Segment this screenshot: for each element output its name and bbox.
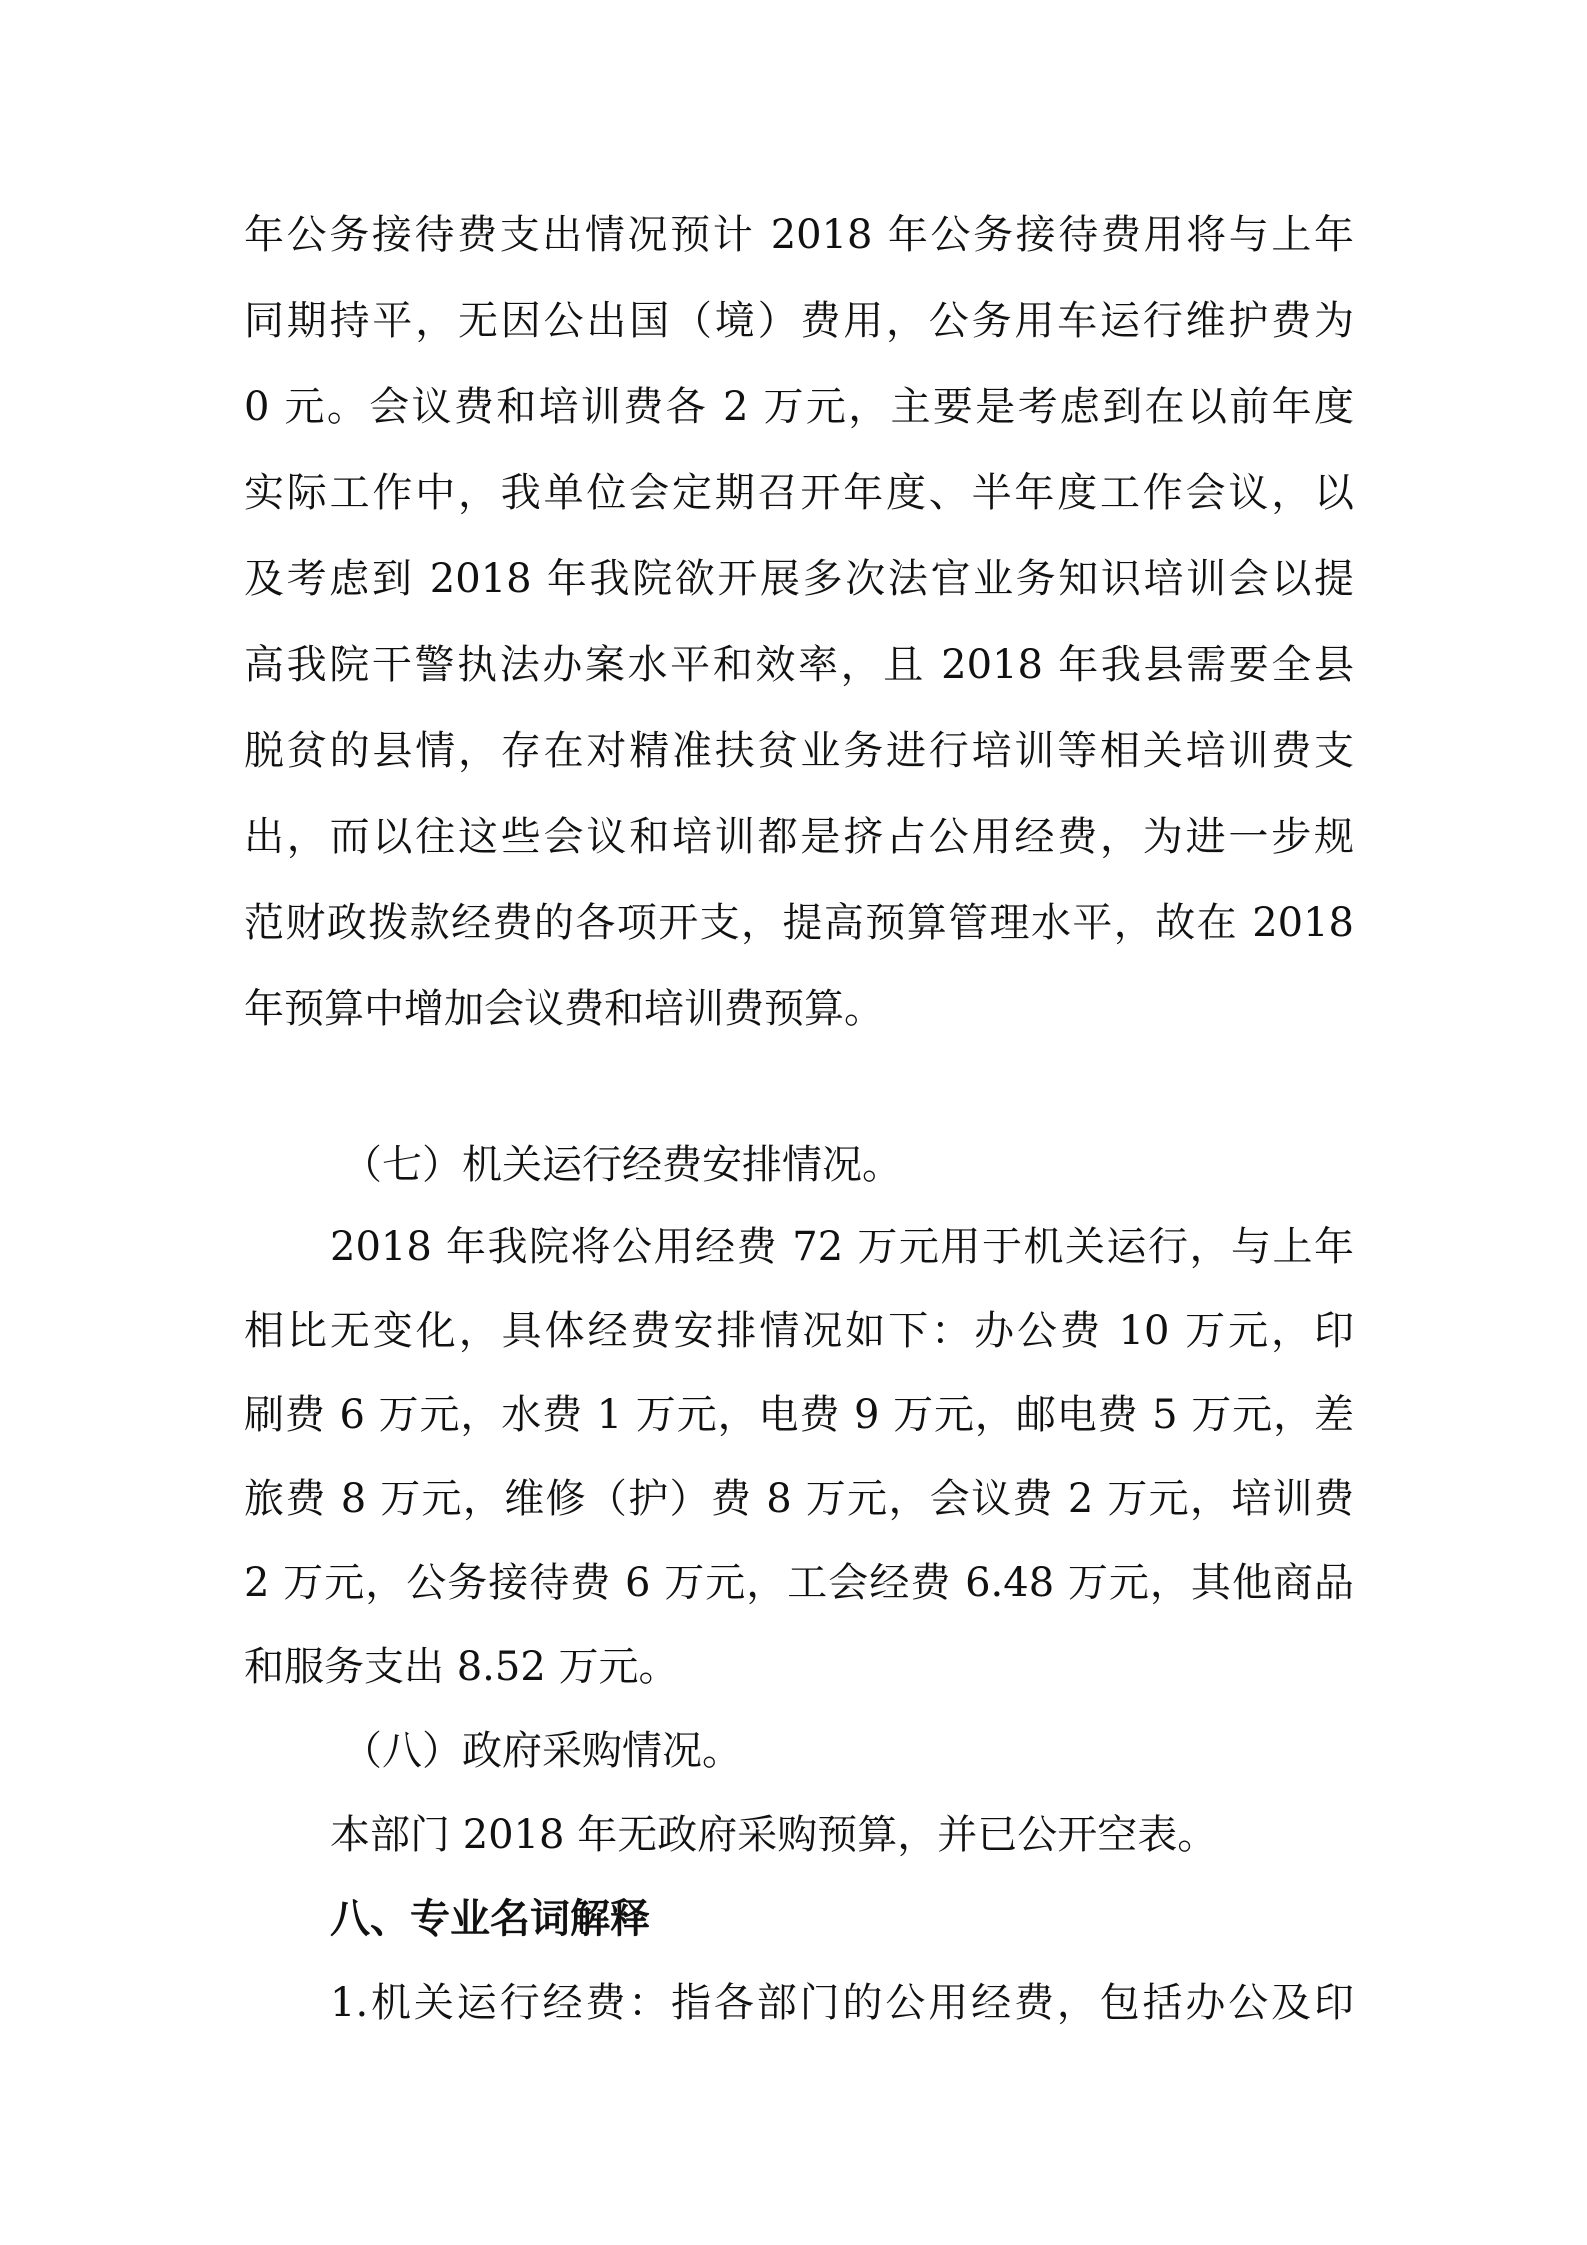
section-heading: 八、专业名词解释 bbox=[330, 1896, 650, 1942]
section-title: （七）机关运行经费安排情况。 bbox=[342, 1142, 902, 1188]
text-line: 高我院干警执法办案水平和效率，且 2018 年我县需要全县 bbox=[244, 642, 1354, 688]
text-line: 0 元。会议费和培训费各 2 万元，主要是考虑到在以前年度 bbox=[244, 384, 1354, 430]
text-line: 1.机关运行经费：指各部门的公用经费，包括办公及印 bbox=[330, 1980, 1354, 2026]
text-line: 2 万元，公务接待费 6 万元，工会经费 6.48 万元，其他商品 bbox=[244, 1560, 1354, 1606]
section-title: （八）政府采购情况。 bbox=[342, 1728, 742, 1774]
text-line: 同期持平，无因公出国（境）费用，公务用车运行维护费为 bbox=[244, 298, 1354, 344]
text-line: 刷费 6 万元，水费 1 万元，电费 9 万元，邮电费 5 万元，差 bbox=[244, 1392, 1354, 1438]
text-line: 脱贫的县情，存在对精准扶贫业务进行培训等相关培训费支 bbox=[244, 728, 1354, 774]
text-line: 实际工作中，我单位会定期召开年度、半年度工作会议，以 bbox=[244, 470, 1354, 516]
text-line: 年预算中增加会议费和培训费预算。 bbox=[244, 986, 884, 1032]
text-line: 出，而以往这些会议和培训都是挤占公用经费，为进一步规 bbox=[244, 814, 1354, 860]
text-line: 2018 年我院将公用经费 72 万元用于机关运行，与上年 bbox=[330, 1224, 1354, 1270]
text-line: 和服务支出 8.52 万元。 bbox=[244, 1644, 679, 1690]
text-line: 本部门 2018 年无政府采购预算，并已公开空表。 bbox=[330, 1812, 1218, 1858]
text-line: 年公务接待费支出情况预计 2018 年公务接待费用将与上年 bbox=[244, 212, 1354, 258]
text-line: 相比无变化，具体经费安排情况如下：办公费 10 万元，印 bbox=[244, 1308, 1354, 1354]
text-line: 及考虑到 2018 年我院欲开展多次法官业务知识培训会以提 bbox=[244, 556, 1354, 602]
text-line: 旅费 8 万元，维修（护）费 8 万元，会议费 2 万元，培训费 bbox=[244, 1476, 1354, 1522]
text-line: 范财政拨款经费的各项开支，提高预算管理水平，故在 2018 bbox=[244, 900, 1354, 946]
